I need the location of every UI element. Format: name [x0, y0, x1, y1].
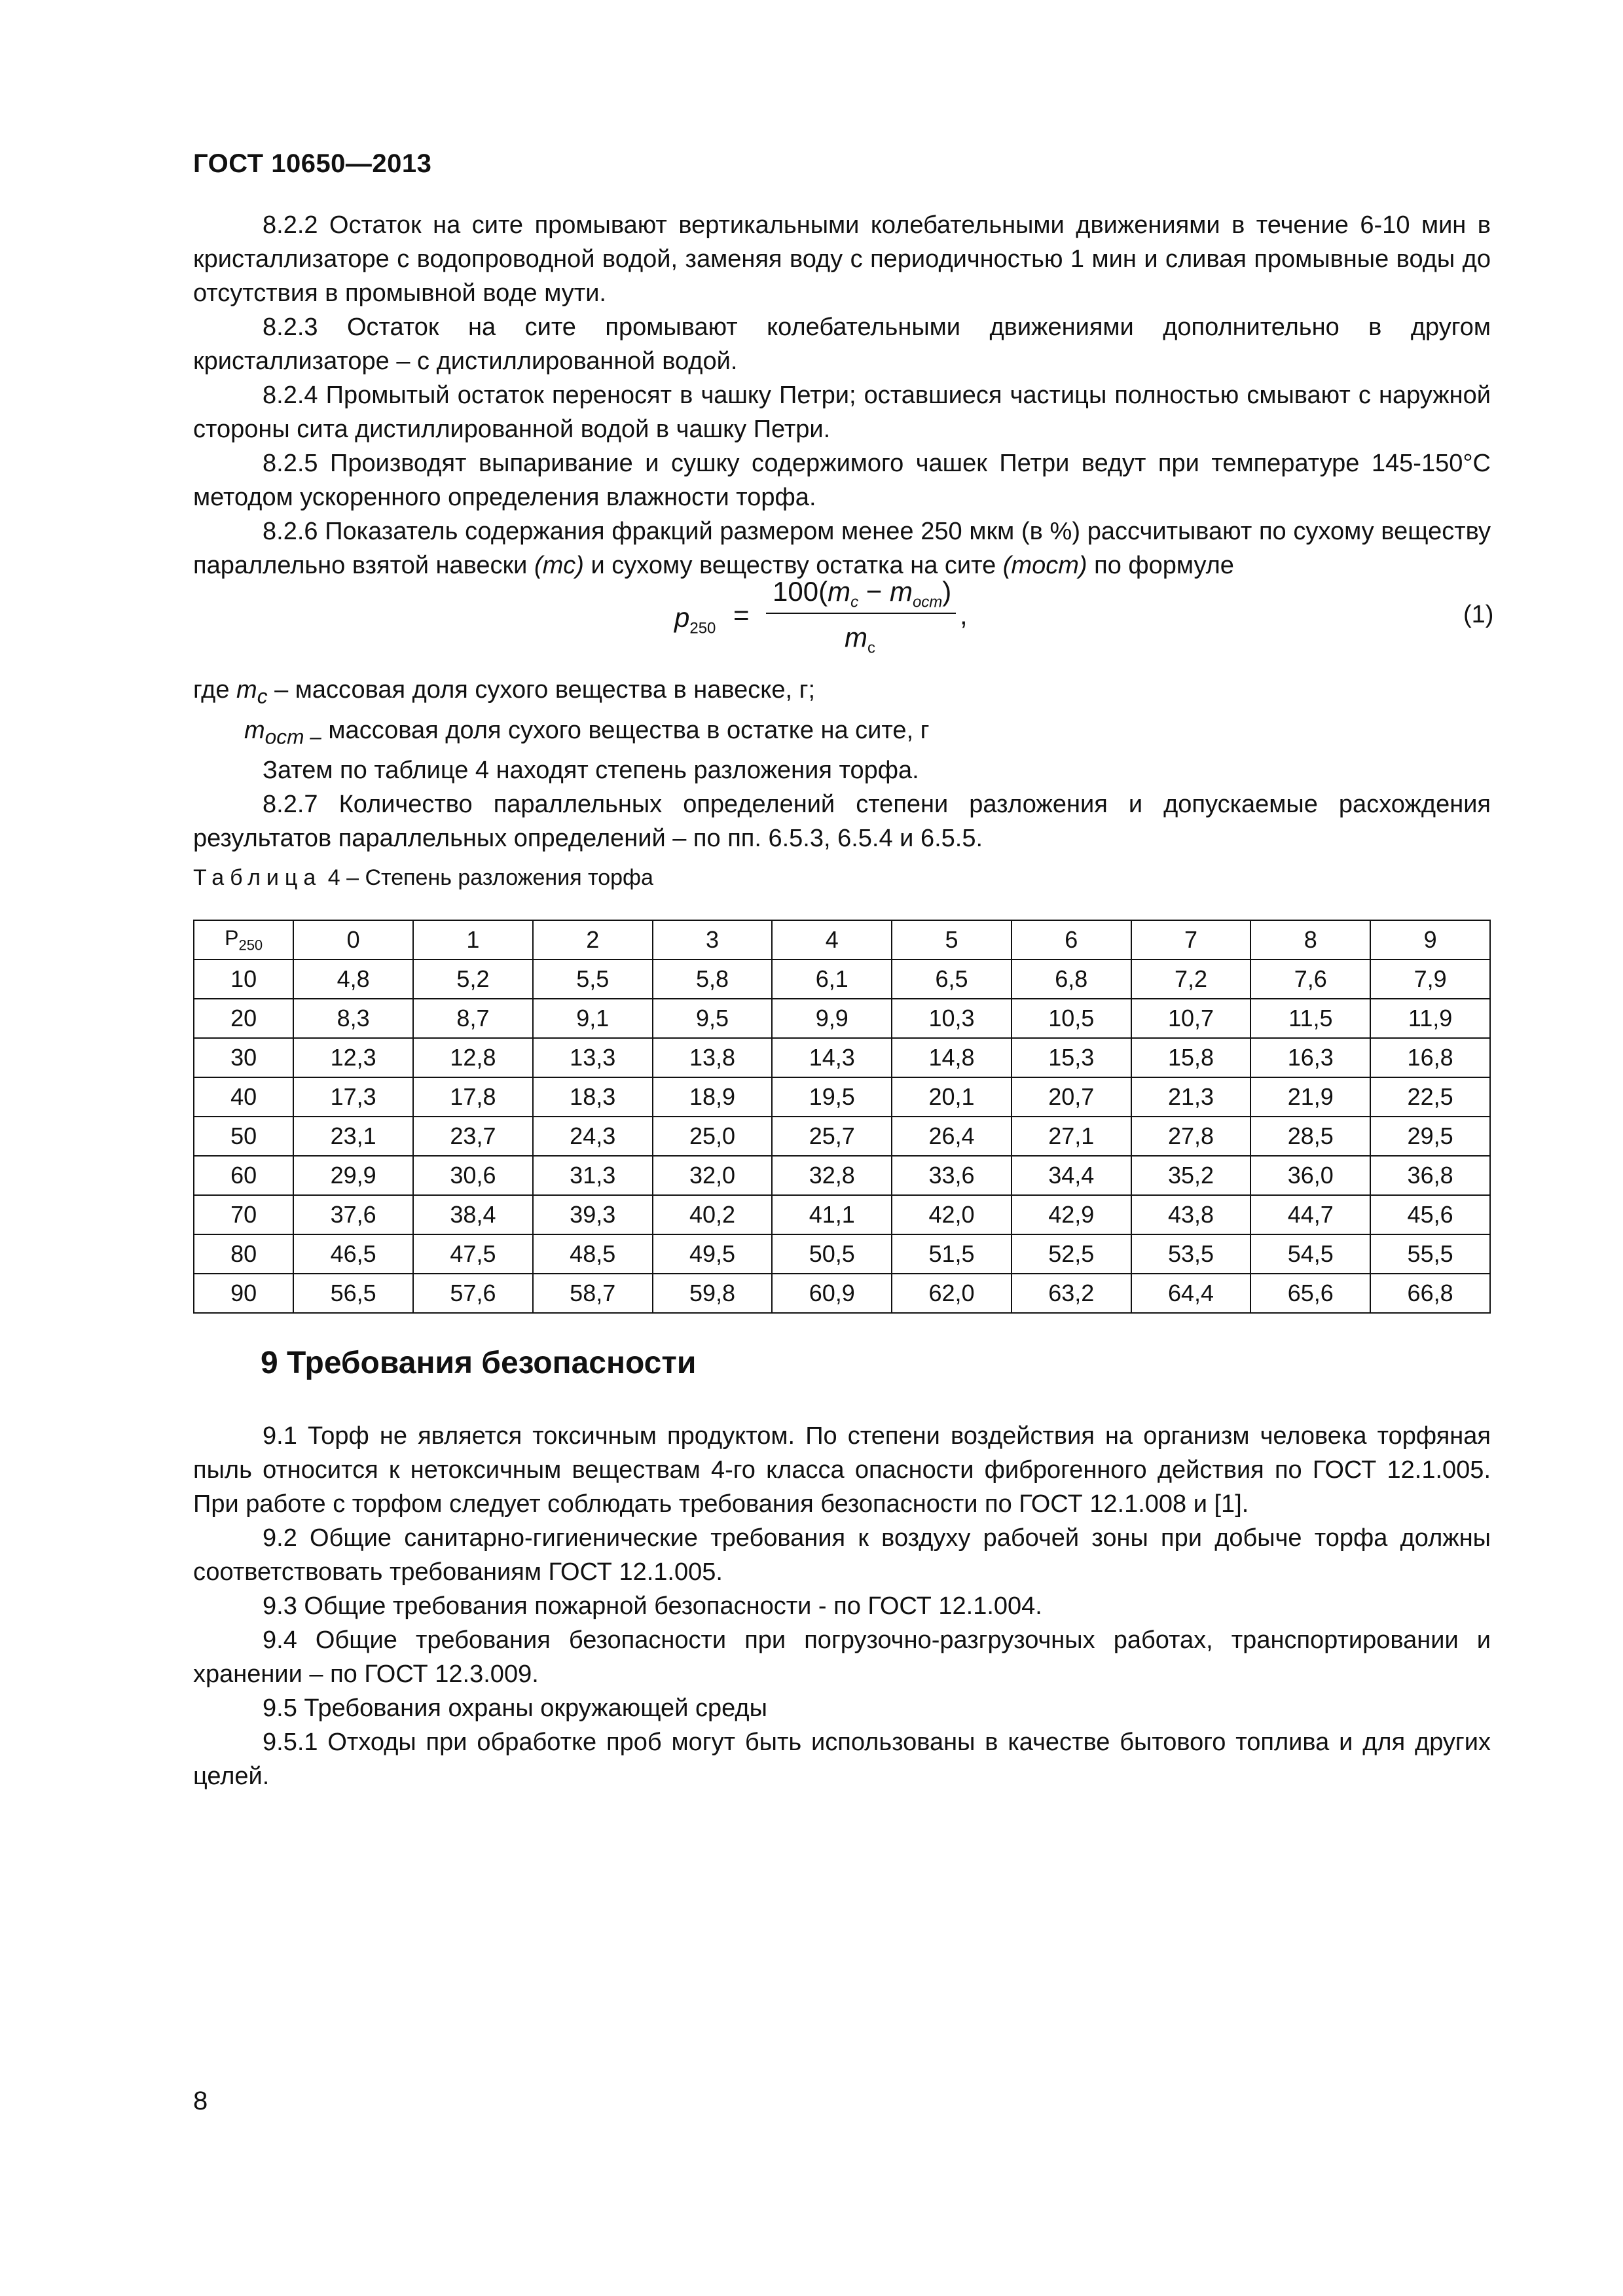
table-column-header: 1	[413, 920, 533, 960]
table-row	[194, 960, 1490, 999]
mc-variable: (mc)	[534, 552, 584, 579]
table-cell: 5,2	[413, 960, 533, 999]
table-cell: 41,1	[772, 1195, 892, 1234]
table-cell: 5,8	[653, 960, 773, 999]
table-cell: 56,5	[293, 1274, 413, 1313]
where-block	[193, 673, 1491, 855]
table-cell: 15,8	[1131, 1038, 1251, 1077]
table-cell: 14,8	[892, 1038, 1012, 1077]
table-column-header: 4	[772, 920, 892, 960]
table-cell: 63,2	[1012, 1274, 1131, 1313]
table-cell: 11,5	[1250, 999, 1370, 1038]
table-cell: 8,3	[293, 999, 413, 1038]
paragraph-8-2-4: 8.2.4 Промытый остаток переносят в чашку Петри; оставшиеся частицы полностью смывают с наружной стороны сита дистиллированной водой в чашку Петри.	[193, 382, 1491, 443]
paragraph-9-5-1: 9.5.1 Отходы при обработке проб могут быть использованы в качестве бытового топлива и для других целей.	[193, 1729, 1491, 1790]
table-cell: 14,3	[772, 1038, 892, 1077]
table-cell: 25,7	[772, 1117, 892, 1156]
where-mc-line: где $m_с$ – массовая доля сухого вещества в навеске, г;	[193, 676, 816, 708]
table-cell: 47,5	[413, 1234, 533, 1274]
table-cell: 31,3	[533, 1156, 653, 1195]
table-cell: 12,8	[413, 1038, 533, 1077]
table-row-header: 60	[194, 1156, 293, 1195]
table-cell: 13,3	[533, 1038, 653, 1077]
table-cell: 44,7	[1250, 1195, 1370, 1234]
table-column-header: 9	[1370, 920, 1490, 960]
table-cell: 40,2	[653, 1195, 773, 1234]
para-826-text-c: по формуле	[1087, 552, 1234, 579]
table-caption-label: Таблица	[193, 865, 322, 890]
table-cell: 17,3	[293, 1077, 413, 1117]
table-cell: 28,5	[1250, 1117, 1370, 1156]
paragraphs-top	[193, 208, 1491, 583]
table-cell: 42,0	[892, 1195, 1012, 1234]
table-corner-header: $P_{250}$	[194, 920, 293, 960]
table-cell: 22,5	[1370, 1077, 1490, 1117]
para-826-text-b: и сухому веществу остатка на сите	[583, 552, 1003, 579]
table-row	[194, 1274, 1490, 1313]
table-cell: 42,9	[1012, 1195, 1131, 1234]
table-row	[194, 1234, 1490, 1274]
table-cell: 20,1	[892, 1077, 1012, 1117]
table-cell: 12,3	[293, 1038, 413, 1077]
table-cell: 10,7	[1131, 999, 1251, 1038]
paragraph-9-3: 9.3 Общие требования пожарной безопасности - по ГОСТ 12.1.004.	[263, 1592, 1042, 1620]
section-9-body	[193, 1419, 1491, 1793]
table-row-header: 90	[194, 1274, 293, 1313]
table-cell: 43,8	[1131, 1195, 1251, 1234]
table-cell: 45,6	[1370, 1195, 1490, 1234]
table-cell: 18,3	[533, 1077, 653, 1117]
table-row-header: 50	[194, 1117, 293, 1156]
table-cell: 23,1	[293, 1117, 413, 1156]
table-cell: 8,7	[413, 999, 533, 1038]
table-cell: 29,9	[293, 1156, 413, 1195]
table-row	[194, 1117, 1490, 1156]
table-cell: 21,3	[1131, 1077, 1251, 1117]
table-cell: 19,5	[772, 1077, 892, 1117]
paragraph-9-2: 9.2 Общие санитарно-гигиенические требования к воздуху рабочей зоны при добыче торфа должны соответствовать требованиям ГОСТ 12.1.005.	[193, 1524, 1491, 1586]
table-cell: 55,5	[1370, 1234, 1490, 1274]
table-cell: 11,9	[1370, 999, 1490, 1038]
table-row-header: 20	[194, 999, 293, 1038]
table-cell: 65,6	[1250, 1274, 1370, 1313]
table-row	[194, 1038, 1490, 1077]
table-cell: 52,5	[1012, 1234, 1131, 1274]
section-9-title: 9 Требования безопасности	[261, 1346, 697, 1380]
table-cell: 18,9	[653, 1077, 773, 1117]
formula-equals: =	[733, 600, 750, 630]
table-cell: 26,4	[892, 1117, 1012, 1156]
table-cell: 46,5	[293, 1234, 413, 1274]
paragraph-9-1: 9.1 Торф не является токсичным продуктом. По степени воздействия на организм человека торфяная пыль относится к нетоксичным веществам 4-го класса опасности фиброгенного действия по ГОСТ 12.1.005. При работе с торфом следует соблюдать требования безопасности по ГОСТ 12.1.008 и [1].	[193, 1422, 1491, 1518]
table-cell: 64,4	[1131, 1274, 1251, 1313]
table-row-header: 10	[194, 960, 293, 999]
decomposition-table	[193, 920, 1491, 1314]
table-row	[194, 999, 1490, 1038]
table-cell: 10,5	[1012, 999, 1131, 1038]
table-cell: 62,0	[892, 1274, 1012, 1313]
table-header-row	[194, 920, 1490, 960]
table-cell: 6,1	[772, 960, 892, 999]
table-column-header: 5	[892, 920, 1012, 960]
table-cell: 35,2	[1131, 1156, 1251, 1195]
formula-numerator: $100(m_c - m_{ост})$	[773, 576, 952, 611]
table-cell: 6,5	[892, 960, 1012, 999]
where-table-ref: Затем по таблице 4 находят степень разложения торфа.	[263, 757, 919, 785]
table-cell: 57,6	[413, 1274, 533, 1313]
document-header: ГОСТ 10650—2013	[193, 149, 432, 178]
table-column-header: 6	[1012, 920, 1131, 960]
table-cell: 53,5	[1131, 1234, 1251, 1274]
table-cell: 7,9	[1370, 960, 1490, 999]
table-cell: 30,6	[413, 1156, 533, 1195]
table-cell: 48,5	[533, 1234, 653, 1274]
table-cell: 50,5	[772, 1234, 892, 1274]
table-row-header: 70	[194, 1195, 293, 1234]
most-variable: (mост)	[1002, 552, 1087, 579]
formula-comma: ,	[960, 600, 968, 630]
table-cell: 16,8	[1370, 1038, 1490, 1077]
table-cell: 7,2	[1131, 960, 1251, 999]
paragraph-8-2-6	[193, 514, 1491, 583]
table-row-header: 40	[194, 1077, 293, 1117]
table-cell: 9,9	[772, 999, 892, 1038]
table-row-header: 30	[194, 1038, 293, 1077]
paragraph-8-2-5: 8.2.5 Производят выпаривание и сушку содержимого чашек Петри ведут при температуре 145-150°С методом ускоренного определения влажности торфа.	[193, 450, 1491, 511]
table-row	[194, 1156, 1490, 1195]
table-cell: 6,8	[1012, 960, 1131, 999]
table-cell: 49,5	[653, 1234, 773, 1274]
table-column-header: 2	[533, 920, 653, 960]
table-cell: 32,0	[653, 1156, 773, 1195]
table-cell: 59,8	[653, 1274, 773, 1313]
table-cell: 60,9	[772, 1274, 892, 1313]
table-row	[194, 1195, 1490, 1234]
paragraph-8-2-3: 8.2.3 Остаток на сите промывают колебательными движениями дополнительно в другом кристаллизаторе – с дистиллированной водой.	[193, 314, 1491, 375]
table-cell: 36,8	[1370, 1156, 1490, 1195]
table-column-header: 8	[1250, 920, 1370, 960]
table-column-header: 3	[653, 920, 773, 960]
table-cell: 23,7	[413, 1117, 533, 1156]
table-caption-text: 4 – Степень разложения торфа	[321, 865, 653, 890]
formula-1	[674, 576, 968, 661]
paragraph-9-4: 9.4 Общие требования безопасности при погрузочно-разгрузочных работах, транспортировании и хранении – по ГОСТ 12.3.009.	[193, 1626, 1491, 1688]
table-column-header: 7	[1131, 920, 1251, 960]
where-most-line: $m_{ост -}$ массовая доля сухого вещества в остатке на сите, г	[244, 716, 930, 749]
formula-denominator: $m_c$	[845, 622, 875, 657]
table-cell: 51,5	[892, 1234, 1012, 1274]
para-826-text-a: 8.2.6 Показатель содержания фракций размером менее 250 мкм (в %) рассчитывают по сухому веществу параллельно взятой навески	[193, 518, 1491, 579]
table-cell: 58,7	[533, 1274, 653, 1313]
table-cell: 29,5	[1370, 1117, 1490, 1156]
table-cell: 27,1	[1012, 1117, 1131, 1156]
table-cell: 15,3	[1012, 1038, 1131, 1077]
table-cell: 10,3	[892, 999, 1012, 1038]
formula-number: (1)	[1463, 601, 1494, 628]
table-cell: 13,8	[653, 1038, 773, 1077]
paragraph-9-5: 9.5 Требования охраны окружающей среды	[263, 1695, 767, 1722]
table-cell: 4,8	[293, 960, 413, 999]
table-cell: 38,4	[413, 1195, 533, 1234]
page-number: 8	[193, 2087, 208, 2115]
formula-lhs: $p_{250}$	[674, 602, 716, 637]
table-cell: 27,8	[1131, 1117, 1251, 1156]
table-cell: 37,6	[293, 1195, 413, 1234]
table-cell: 39,3	[533, 1195, 653, 1234]
paragraph-8-2-7: 8.2.7 Количество параллельных определений степени разложения и допускаемые расхождения результатов параллельных определений – по пп. 6.5.3, 6.5.4 и 6.5.5.	[193, 791, 1491, 853]
table-cell: 9,1	[533, 999, 653, 1038]
table-cell: 36,0	[1250, 1156, 1370, 1195]
table-cell: 33,6	[892, 1156, 1012, 1195]
table-cell: 7,6	[1250, 960, 1370, 999]
table-cell: 54,5	[1250, 1234, 1370, 1274]
table-cell: 17,8	[413, 1077, 533, 1117]
table-caption	[193, 865, 653, 891]
table-cell: 5,5	[533, 960, 653, 999]
table-cell: 20,7	[1012, 1077, 1131, 1117]
table-cell: 9,5	[653, 999, 773, 1038]
table-cell: 34,4	[1012, 1156, 1131, 1195]
table-row-header: 80	[194, 1234, 293, 1274]
table-column-header: 0	[293, 920, 413, 960]
table-row	[194, 1077, 1490, 1117]
table-cell: 24,3	[533, 1117, 653, 1156]
table-cell: 32,8	[772, 1156, 892, 1195]
table-cell: 25,0	[653, 1117, 773, 1156]
fraction-bar	[766, 613, 956, 614]
table-cell: 16,3	[1250, 1038, 1370, 1077]
paragraph-8-2-2: 8.2.2 Остаток на сите промывают вертикальными колебательными движениями в течение 6-10 мин в кристаллизаторе с водопроводной водой, заменяя воду с периодичностью 1 мин и сливая промывные воды до отсутствия в промывной воде мути.	[193, 211, 1491, 307]
table-cell: 66,8	[1370, 1274, 1490, 1313]
table-cell: 21,9	[1250, 1077, 1370, 1117]
